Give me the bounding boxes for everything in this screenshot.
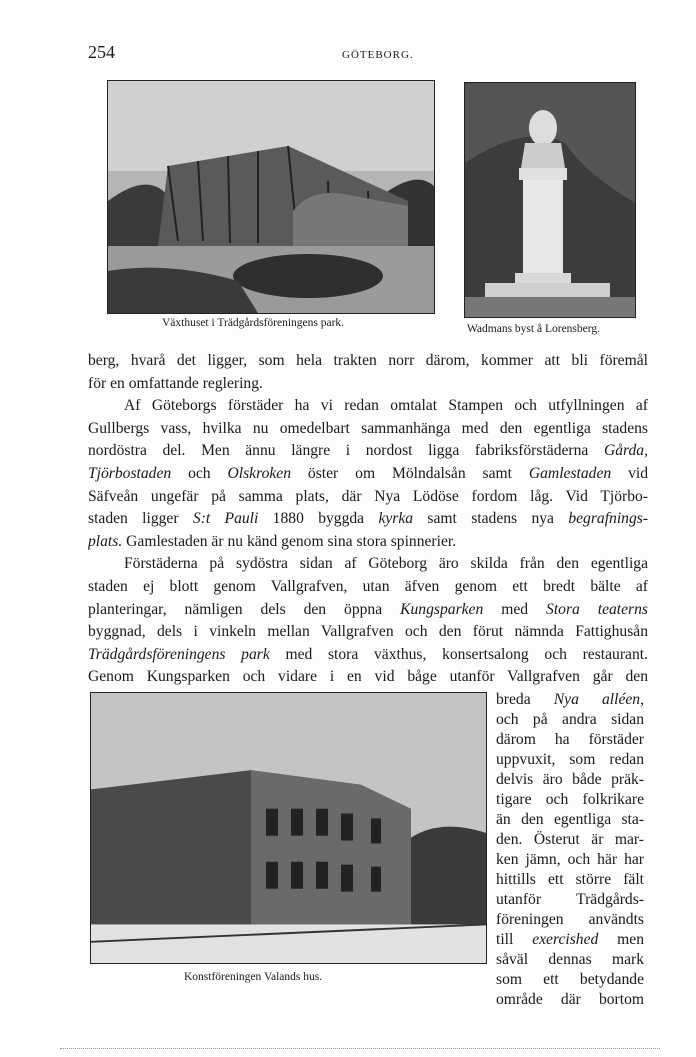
text-segment: utanför Trädgårds- [496,891,644,908]
text-line [496,870,644,890]
text-line [496,710,644,730]
figure-caption: Växthuset i Trädgårdsföreningens park. [162,317,345,329]
italic-text: exercished [532,931,599,948]
italic-text: Gamlestaden [528,464,612,482]
text-segment: tigare och folkrikare [496,791,644,808]
text-segment: med stora växthus, konsertsalong och restaurant. [269,645,648,663]
text-segment: Af Göteborgs förstäder ha vi redan omtalat Stampen och utfyllningen af [124,397,648,415]
figure-caption: Konstföreningen Valands hus. [184,971,323,983]
text-segment: hittills ett större fält [496,871,644,888]
text-line [496,770,644,790]
side-text-column [496,690,644,1010]
text-segment: samt stadens nya [413,510,569,528]
italic-text: Kungsparken [400,600,484,618]
text-line [496,910,644,930]
text-line [496,990,644,1010]
text-segment: delvis äro både präk- [496,771,644,788]
text-segment: till [496,931,533,948]
text-line [88,373,648,396]
valand-building-engraving [90,692,487,964]
text-segment: breda [496,691,554,708]
text-line [496,970,644,990]
text-line [88,350,648,373]
text-segment: Gullbergs vass, hvilka nu omedelbart sammanhänga med den egentliga stadens [88,419,648,437]
text-line [88,463,648,486]
text-segment: Förstäderna på sydöstra sidan af Göteborg äro skilda från den egentliga [124,555,648,573]
italic-text: S:t Pauli [192,510,259,528]
text-line [496,810,644,830]
text-segment: planteringar, nämligen dels den öppna [88,600,401,618]
text-segment: staden ej blott genom Vallgrafven, utan äfven genom ett bredt bälte af [88,577,648,595]
text-segment: uppvuxit, som redan [496,751,644,768]
text-line [88,440,648,463]
text-line [88,531,648,554]
text-line [496,930,644,950]
page-edge-rule [60,1048,660,1049]
text-line [496,730,644,750]
text-line [88,553,648,576]
text-line [88,644,648,667]
text-segment: berg, hvarå det ligger, som hela trakten norr därom, kommer att bli föremål [88,352,648,369]
text-line [496,830,644,850]
main-text-column [88,350,648,689]
italic-text: begrafnings- [568,510,648,528]
text-segment: Gamlestaden är nu känd genom sina stora spinnerier. [122,532,457,550]
text-segment: ken jämn, och här har [496,851,644,868]
figure-caption: Wadmans byst å Lorensberg. [467,323,600,335]
text-line [88,666,648,689]
italic-text: Nya alléen, [553,691,644,708]
text-segment: därom ha förstäder [496,731,644,748]
text-segment: nordöstra del. Men ännu längre i nordost ligga fabriksförstäderna [88,442,604,460]
text-segment: 1880 byggda [258,510,379,528]
text-line [88,486,648,509]
text-line [496,690,644,710]
text-line [88,395,648,418]
italic-text: Olskroken [227,464,292,482]
text-line [496,890,644,910]
italic-text: Trädgårdsföreningens park [88,645,270,663]
text-segment: föreningen användts [496,911,644,928]
text-segment: Säfveån ungefär på samma plats, där Nya Lödöse fordom låg. Vid Tjörbo- [88,487,648,505]
text-segment: öster om Mölndalsån samt [291,464,529,482]
italic-text: kyrka [378,510,414,528]
text-line [496,790,644,810]
text-segment: och [171,464,228,482]
text-segment: men [598,931,644,948]
text-line [88,576,648,599]
text-segment: för en omfattande reglering. [88,374,263,392]
text-segment: såväl dennas mark [496,951,644,968]
running-head: GÖTEBORG. [342,49,414,61]
text-line [88,418,648,441]
italic-text: Stora teaterns [546,600,648,618]
text-segment: och på andra sidan [496,711,644,728]
text-segment: staden ligger [88,510,193,528]
page-number: 254 [88,42,115,62]
text-line [496,750,644,770]
italic-text: Gårda, [603,442,648,460]
italic-text: plats. [88,532,123,550]
greenhouse-engraving [107,80,435,314]
text-line [88,508,648,531]
text-segment: Genom Kungsparken och vidare i en vid båge utanför Vallgrafven går den [88,668,648,686]
italic-text: Tjörbostaden [88,464,172,482]
text-segment: byggnad, dels i vinkeln mellan Vallgrafven och den förut nämnda Fattighusån [88,623,648,641]
text-line [496,850,644,870]
text-line [88,621,648,644]
text-line [496,950,644,970]
text-segment: som ett betydande [496,971,644,988]
text-segment: område där bortom [496,991,644,1008]
text-segment: vid [611,464,648,482]
text-segment: den. Österut är mar- [496,831,644,848]
text-line [88,599,648,622]
text-segment: med [483,600,547,618]
text-segment: än den egentliga sta- [496,811,644,828]
bust-engraving [464,82,636,318]
